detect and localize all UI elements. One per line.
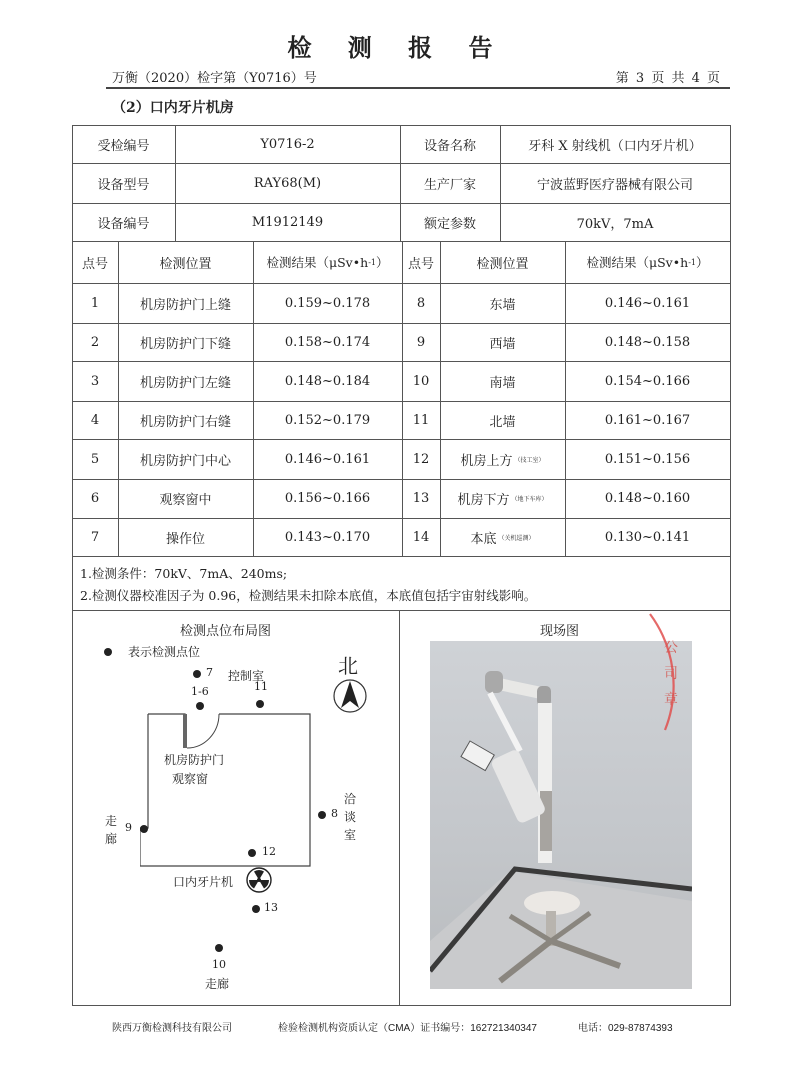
measurement-result: 0.159~0.178 [284, 295, 371, 311]
point-number: 14 [412, 529, 430, 545]
header-point-no: 点号 [81, 256, 108, 272]
measurement-result: 0.158~0.174 [284, 334, 371, 350]
measurement-result: 0.148~0.158 [604, 334, 691, 350]
company-stamp [640, 612, 710, 742]
point-8-marker [318, 811, 326, 819]
measurement-position [440, 361, 565, 401]
measurement-position: 操作位 [165, 531, 205, 547]
footer-company: 陕西万衡检测科技有限公司 [112, 1023, 232, 1034]
equipment-label: 设备型号 [97, 177, 150, 193]
window-label: 观察窗 [172, 772, 209, 786]
header-result-text: 检测结果（μSv•h [266, 255, 369, 270]
measurement-position-text: 东墙 [489, 297, 516, 313]
north-label: 北 [338, 654, 358, 678]
measurement-result: 0.161~0.167 [604, 412, 691, 428]
measurement-result: 0.148~0.184 [284, 373, 371, 389]
measurement-position-text: 西墙 [489, 336, 516, 352]
control-room-label: 控制室 [228, 669, 265, 683]
legend-dot-icon [104, 648, 112, 656]
report-title: 检 测 报 告 [287, 33, 507, 62]
point-number: 12 [412, 451, 430, 467]
header-result-sup: -1 [688, 257, 696, 267]
point-12-marker [248, 849, 256, 857]
point-9-label: 9 [125, 821, 132, 834]
point-number: 13 [412, 491, 430, 506]
point-number: 6 [90, 491, 100, 506]
point-13-label: 13 [264, 901, 278, 914]
point-1-6-label: 1-6 [191, 685, 209, 698]
measurement-position [440, 323, 565, 361]
point-number: 4 [90, 412, 100, 428]
header-result-text: 检测结果（μSv•h [586, 255, 689, 270]
footer-cma: 检验检测机构资质认定（CMA）证书编号：162721340347 [278, 1023, 537, 1034]
measurement-result: 0.151~0.156 [604, 451, 691, 467]
measurement-position: 机房防护门右缝 [139, 414, 231, 430]
header-result-close: ） [695, 255, 709, 270]
equipment-label: 额定参数 [423, 216, 476, 232]
equipment-value: M1912149 [251, 214, 324, 230]
measurement-position-note: （关机巡测） [498, 534, 535, 542]
measurement-position [440, 401, 565, 439]
measurement-result: 0.148~0.160 [604, 491, 691, 506]
point-9-marker [140, 825, 148, 833]
measurement-position [440, 439, 565, 479]
measurement-result: 0.143~0.170 [284, 529, 371, 545]
equipment-label: 设备编号 [97, 216, 150, 232]
measurement-result: 0.146~0.161 [284, 451, 371, 467]
point-number: 8 [416, 295, 426, 311]
row-divider [72, 556, 731, 557]
measurement-position-text: 北墙 [489, 414, 516, 430]
svg-text:司: 司 [664, 666, 678, 682]
header-position: 检测位置 [476, 256, 529, 272]
point-number: 1 [90, 295, 100, 311]
measurement-position [440, 518, 565, 556]
measurement-position-text: 机房下方 [457, 493, 510, 508]
measurement-position: 机房防护门中心 [139, 453, 231, 469]
note-line: 2.检测仪器校准因子为 0.96，检测结果未扣除本底值，本底值包括宇宙射线影响。 [80, 588, 537, 603]
layout-diagram-title: 检测点位布局图 [180, 624, 272, 639]
measurement-result: 0.146~0.161 [604, 295, 691, 311]
note-line: 1.检测条件：70kV、7mA、240ms; [80, 566, 288, 581]
equipment-value: Y0716-2 [260, 136, 315, 152]
measurement-position-text: 南墙 [489, 375, 516, 391]
equipment-value: 70kV，7mA [576, 216, 654, 232]
header-result [565, 241, 730, 283]
machine-label: 口内牙片机 [173, 875, 234, 889]
equipment-label: 生产厂家 [423, 177, 476, 193]
svg-text:章: 章 [664, 692, 678, 708]
point-7-label: 7 [206, 666, 213, 679]
col-divider [399, 610, 400, 1005]
site-photo-title: 现场图 [540, 624, 580, 639]
point-number: 9 [416, 334, 426, 350]
equipment-value: 宁波蓝野医疗器械有限公司 [536, 177, 693, 193]
door-label: 机房防护门 [164, 753, 225, 767]
header-result-close: ） [375, 255, 389, 270]
measurement-position-text: 机房上方 [460, 453, 513, 469]
equipment-value: RAY68(M) [253, 175, 322, 191]
point-1-6-marker [196, 702, 204, 710]
point-11-marker [256, 700, 264, 708]
section-title: （2）口内牙片机房 [112, 100, 234, 116]
table-border-bottom [72, 1005, 731, 1006]
point-12-label: 12 [262, 845, 276, 858]
header-result-sup: -1 [368, 257, 376, 267]
point-13-marker [252, 905, 260, 913]
measurement-result: 0.154~0.166 [604, 373, 691, 389]
point-number: 7 [90, 529, 100, 545]
point-11-label: 11 [254, 680, 268, 693]
measurement-position [440, 283, 565, 323]
equipment-label: 受检编号 [97, 138, 150, 154]
measurement-position: 观察窗中 [159, 493, 212, 508]
measurement-result: 0.130~0.141 [604, 529, 691, 545]
measurement-position-note: （地下车库） [511, 496, 548, 503]
radiation-icon [246, 867, 272, 893]
corridor-south-label: 走廊 [205, 977, 230, 991]
measurement-position [440, 479, 565, 518]
corridor-west-label: 走廊 [104, 814, 117, 846]
point-number: 10 [412, 373, 430, 389]
svg-text:公: 公 [664, 640, 678, 656]
header-point-no: 点号 [407, 256, 434, 272]
header-divider [106, 87, 730, 89]
measurement-result: 0.152~0.179 [284, 412, 371, 428]
row-divider [72, 610, 731, 611]
equipment-label: 设备名称 [423, 138, 476, 154]
report-reference: 万衡（2020）检字第（Y0716）号 [112, 71, 317, 86]
room-floorplan [140, 710, 340, 970]
consult-room-label: 洽谈室 [343, 792, 356, 842]
point-number: 3 [90, 373, 100, 389]
point-10-marker [215, 944, 223, 952]
header-position: 检测位置 [159, 256, 212, 272]
legend-label: 表示检测点位 [128, 645, 201, 659]
point-number: 2 [90, 334, 100, 350]
measurement-result: 0.156~0.166 [284, 491, 371, 506]
measurement-position: 机房防护门下缝 [139, 336, 231, 352]
point-10-label: 10 [212, 958, 226, 971]
point-8-label: 8 [331, 807, 338, 820]
point-number: 5 [90, 451, 100, 467]
measurement-position: 机房防护门左缝 [139, 375, 231, 391]
page-number: 第 3 页 共 4 页 [615, 71, 720, 86]
footer-phone: 电话：029-87874393 [578, 1023, 673, 1034]
measurement-position-text: 本底 [470, 531, 497, 547]
point-7-marker [193, 670, 201, 678]
point-number: 11 [412, 412, 430, 428]
measurement-position: 机房防护门上缝 [139, 297, 231, 313]
header-result [253, 241, 402, 283]
measurement-position-note: （技工室） [514, 456, 545, 464]
equipment-value: 牙科 X 射线机（口内牙片机） [528, 138, 702, 154]
table-border-right [730, 125, 731, 1006]
